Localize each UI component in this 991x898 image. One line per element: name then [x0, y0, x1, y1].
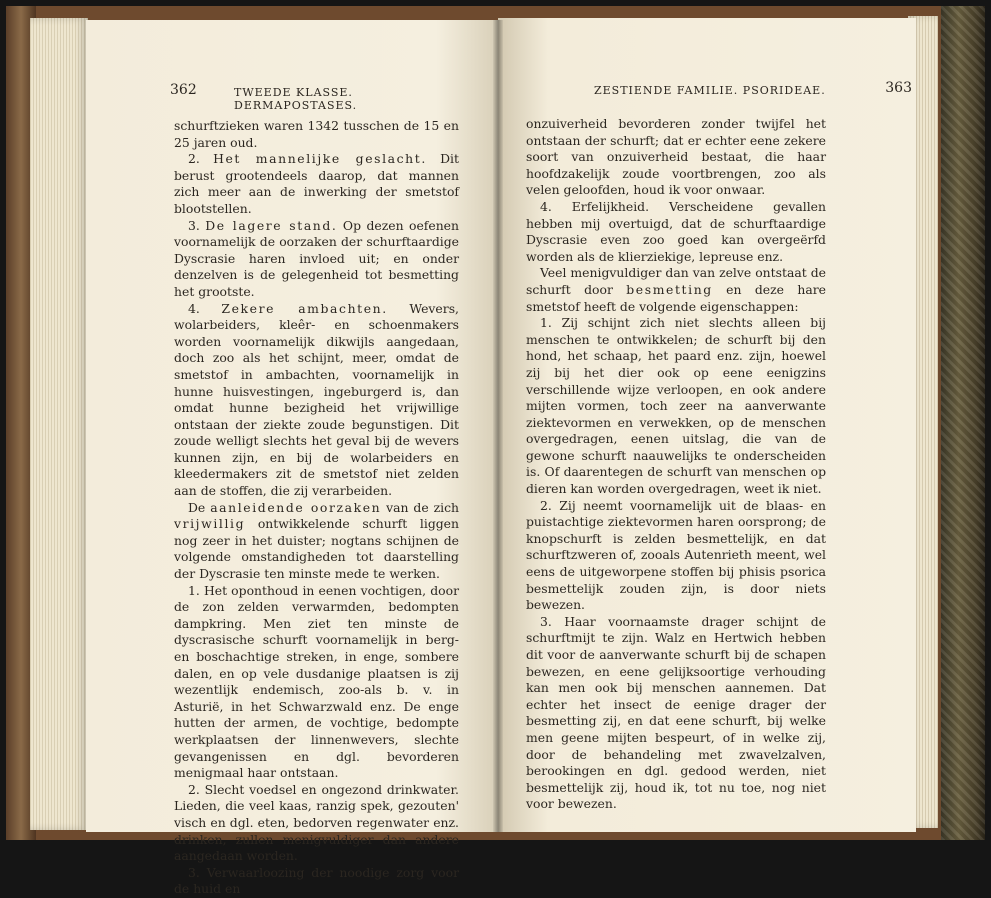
paragraph-text: 4.: [188, 300, 222, 316]
paragraph: [174, 151, 459, 217]
paragraph: [174, 301, 459, 500]
right-page-number: 363: [885, 80, 912, 96]
paragraph: [174, 782, 459, 865]
paragraph-text: 2. Slecht voedsel en ongezond drinkwater. Lieden, die veel kaas, ranzig spek, gezouten' visch en dgl. eten, bedorven regenwater enz. drinken, zullen menigvuldiger dan andere aangedaan worden.: [174, 781, 459, 864]
paragraph-text: 2. Zij neemt voornamelijk uit de blaas- en puistachtige ziektevormen haren oorsprong; de knopschurft is zelden besmettelijk, en dat schurftzweren of, zooals Autenrieth meent, wel eens de uitgeworpene stoffen bij phisis psorica besmettelijk zouden zijn, is door niets bewezen.: [526, 497, 826, 613]
book-gutter: [493, 20, 503, 832]
paragraph: [526, 614, 826, 813]
paragraph-text: Op dezen oefenen voornamelijk de oorzaken der schurftaardige Dyscrasie haren invloed uit; en onder denzelven is de gelegenheid tot besmetting het grootste.: [174, 217, 459, 299]
right-running-title: ZESTIENDE FAMILIE. PSORIDEAE.: [594, 84, 826, 97]
paragraph: [526, 265, 826, 315]
paragraph-text: 3. Verwaarloozing der noodige zorg voor de huid en: [174, 864, 459, 897]
left-running-title: TWEEDE KLASSE. DERMAPOSTASES.: [234, 86, 358, 112]
paragraph-text: van de zich: [381, 499, 459, 515]
paragraph: [174, 583, 459, 782]
paragraph-text: Veel menigvuldiger dan van zelve ontstaat de schurft door: [526, 265, 826, 297]
spaced-emphasis: Het mannelijke geslacht.: [213, 151, 427, 167]
paragraph-text: Wevers, wolarbeiders, kleêr- en schoenmakers worden voornamelijk dikwijls aangedaan, doch zoo als het schijnt, meer, omdat de smetstof in ambachten, voornamelijk in hunne huisvestingen, ingeburgerd is, dan omdat hunne bezigheid het vrijwillige ontstaan der ziekte zoude begunstigen. Dit zoude welligt slechts het geval bij de wevers kunnen zijn, en bij de wolarbeiders en kleedermakers zit de smetstof niet zelden aan de stoffen, die zij verarbeiden.: [174, 300, 459, 499]
paragraph-text: 2.: [188, 151, 214, 167]
paragraph-text: ontwikkelende schurft liggen nog zeer in het duister; nogtans schijnen de volgende omstandigheden tot daarstelling der Dyscrasie ten minste mede te werken.: [174, 516, 459, 582]
left-page-number: 362: [170, 82, 197, 98]
spaced-emphasis: aanleidende oorzaken: [210, 499, 382, 515]
paragraph-text: Dit berust grootendeels daarop, dat mannen zich meer aan de inwerking der smetstof blootstellen.: [174, 151, 459, 216]
right-page: [498, 18, 916, 832]
paragraph-text: 3.: [188, 217, 206, 233]
paragraph: [526, 498, 826, 614]
right-running-head: [594, 80, 912, 104]
paragraph-text: en deze hare smetstof heeft de volgende eigenschappen:: [526, 281, 826, 314]
paragraph-text: onzuiverheid bevorderen zonder twijfel het ontstaan der schurft; dat er echter eene zekere soort van onzuiverheid bestaat, die haar hoofdzakelijk zoude voortbrengen, zoo als velen geloofden, houd ik voor onwaar.: [526, 116, 826, 198]
paragraph: [174, 218, 459, 301]
spaced-emphasis: besmetting: [626, 281, 713, 297]
paragraph: [174, 500, 459, 583]
left-body-text: [174, 118, 459, 898]
paragraph: [526, 116, 826, 199]
spaced-emphasis: vrijwillig: [174, 516, 246, 532]
right-body-text: [526, 116, 826, 813]
page-stack-left: [30, 18, 88, 830]
left-page: [86, 20, 498, 897]
marbled-cover-edge: [941, 6, 985, 840]
paragraph-text: 1. Zij schijnt zich niet slechts alleen bij menschen te ontwikkelen; de schurft bij den hond, het schaap, het paard enz. zijn, hoewel zij bij het dier ook op eene eenigzins verschillende wijze verloopen, en ook andere mijten vormen, toch zeer na aanverwante ziektevormen en verwekken, op de menschen overgedragen, eenen uitslag, die van de gewone schurft naauwelijks te onderscheiden is. Of daarentegen de schurft van menschen op dieren kan worden overgedragen, weet ik niet.: [526, 315, 826, 497]
left-running-head: [170, 82, 470, 112]
spaced-emphasis: De lagere stand.: [205, 217, 338, 233]
spaced-emphasis: Zekere ambachten.: [221, 300, 388, 316]
paragraph: [174, 865, 459, 898]
paragraph-text: De: [188, 499, 211, 515]
paragraph: [174, 118, 459, 151]
paragraph-text: 4. Erfelijkheid. Verscheidene gevallen hebben mij overtuigd, dat de schurftaardige Dyscrasie even zoo goed kan overgeërfd worden als de klierziekige, lepreuse enz.: [526, 198, 826, 264]
paragraph: [526, 199, 826, 265]
paragraph: [526, 315, 826, 498]
paragraph-text: 3. Haar voornaamste drager schijnt de schurftmijt te zijn. Walz en Hertwich hebben dit voor de aanverwante schurft bij de schapen bewezen, en eene gelijksoortige verhouding kan men ook bij menschen aannemen. Dat echter het insect de eenige drager der besmetting zij, en dat eene schurft, bij welke men geene mijten bespeurt, of in welke zij, door de behandeling met zwavelzalven, berookingen en dgl. gedood werden, niet besmettelijk zij, houd ik, tot nu toe, nog niet voor bewezen.: [526, 613, 826, 812]
paragraph-text: schurftzieken waren 1342 tusschen de 15 en 25 jaren oud.: [174, 118, 459, 150]
paragraph-text: 1. Het oponthoud in eenen vochtigen, door de zon zelden verwarmden, bedompten dampkring. Men ziet ten minste de dyscrasische schurft voornamelijk in berg- en boschachtige streken, in enge, sombere dalen, en op vele dusdanige plaatsen is zij wezentlijk endemisch, zoo-als b. v. in Asturië, in het Schwarzwald enz. De enge hutten der armen, de vochtige, bedompte werkplaatsen der linnenwevers, slechte gevangenissen en dgl. bevorderen menigmaal haar ontstaan.: [174, 582, 459, 781]
